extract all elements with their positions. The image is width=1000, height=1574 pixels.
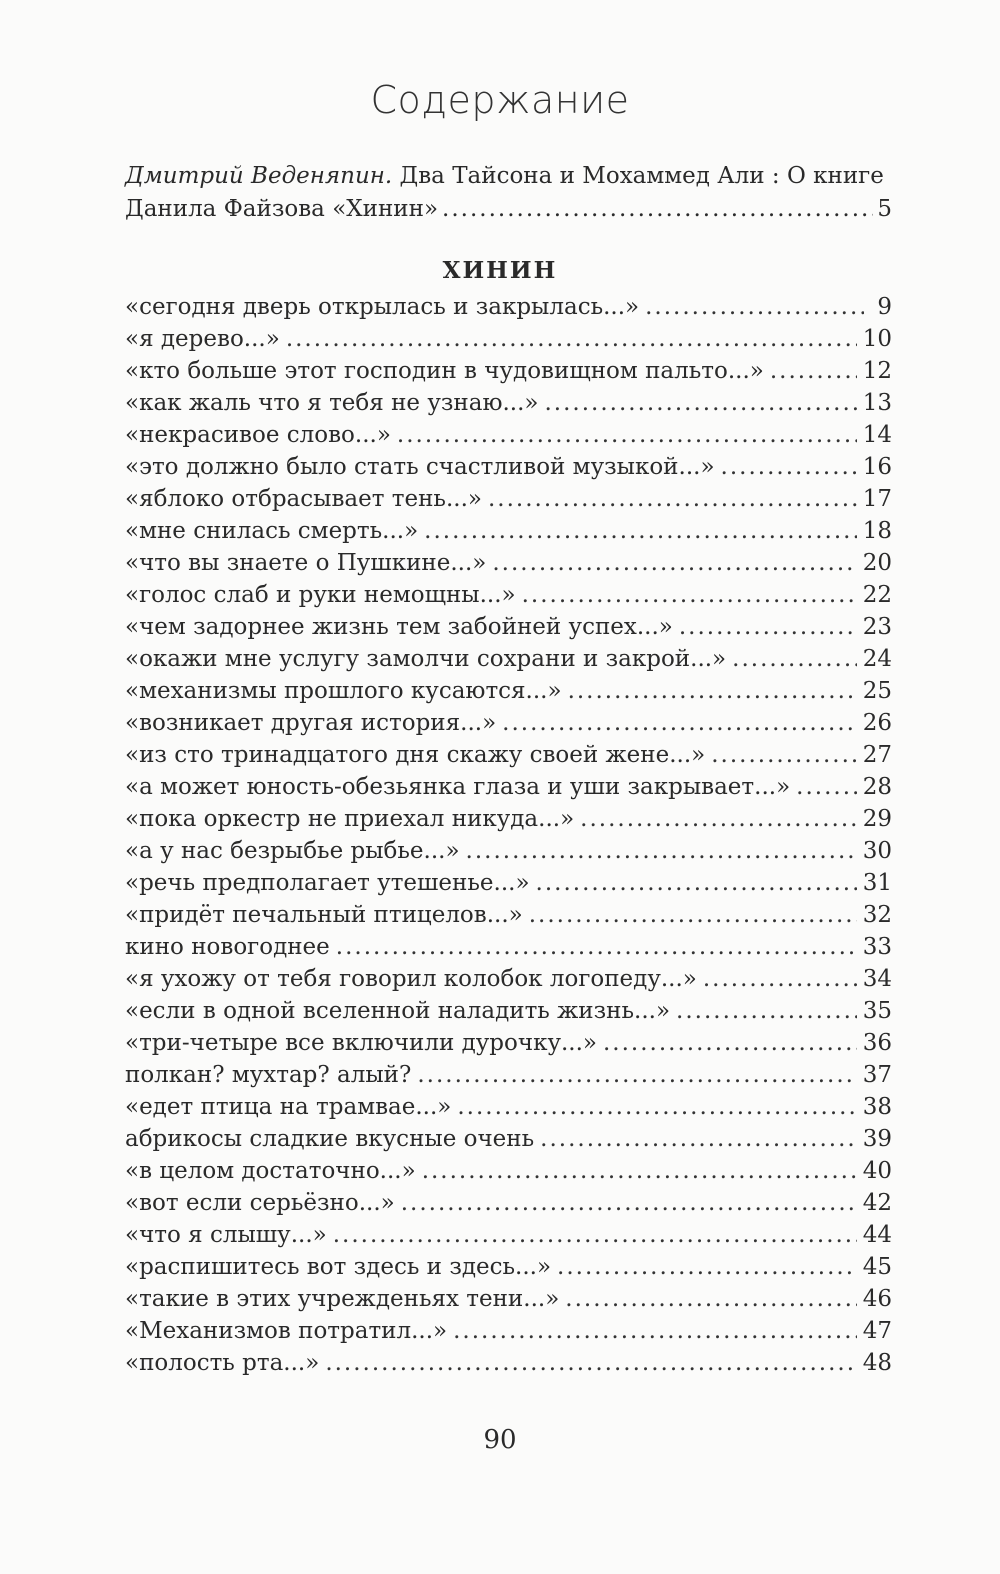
toc-entry-title: «кто больше этот господин в чудовищном пальто...»: [125, 358, 764, 384]
dot-leader: [453, 1315, 857, 1347]
toc-entry: [125, 1251, 892, 1283]
toc-entry-title: кино новогоднее: [125, 934, 330, 960]
toc-entry-page: 28: [862, 774, 892, 800]
toc-entry-title: «распишитесь вот здесь и здесь...»: [125, 1254, 552, 1280]
toc-entry-page: 39: [862, 1126, 892, 1152]
toc-entry-page: 44: [862, 1222, 892, 1248]
toc-entry-page: 27: [862, 742, 892, 768]
intro-title-part-2: Данила Файзова «Хинин»: [125, 196, 439, 222]
toc-entry-title: «в целом достаточно...»: [125, 1158, 416, 1184]
dot-leader: [732, 643, 857, 675]
toc-entry-title: «сегодня дверь открылась и закрылась...»: [125, 294, 640, 320]
toc-entry: [125, 1283, 892, 1315]
toc-entry-page: 24: [862, 646, 892, 672]
toc-entry-title: «что вы знаете о Пушкине...»: [125, 550, 487, 576]
dot-leader: [770, 355, 857, 387]
toc-entry: [125, 899, 892, 931]
toc-entry-page: 48: [862, 1350, 892, 1376]
intro-author: Дмитрий Веденяпин.: [125, 163, 393, 189]
dot-leader: [336, 931, 857, 963]
dot-leader: [568, 675, 857, 707]
toc-entry: [125, 419, 892, 451]
toc-entry-page: 16: [862, 454, 892, 480]
dot-leader: [645, 291, 864, 323]
toc-entry: [125, 995, 892, 1027]
toc-entry-page: 32: [862, 902, 892, 928]
dot-leader: [544, 387, 856, 419]
toc-entry-page: 47: [862, 1318, 892, 1344]
toc-entry-page: 18: [862, 518, 892, 544]
toc-entry-page: 38: [862, 1094, 892, 1120]
toc-entry: [125, 931, 892, 963]
dot-leader: [488, 483, 857, 515]
dot-leader: [676, 995, 857, 1027]
toc-entry-title: «три-четыре все включили дурочку...»: [125, 1030, 597, 1056]
toc-entry-title: «Механизмов потратил...»: [125, 1318, 448, 1344]
dot-leader: [711, 739, 857, 771]
toc-entry-page: 34: [862, 966, 892, 992]
toc-intro-entry: [125, 160, 892, 226]
toc-entry: [125, 515, 892, 547]
toc-entry: [125, 675, 892, 707]
intro-line-2: [125, 193, 892, 226]
toc-entry: [125, 291, 892, 323]
toc-entry-title: «из сто тринадцатого дня скажу своей жене...»: [125, 742, 706, 768]
toc-entry: [125, 867, 892, 899]
toc-entry-title: «такие в этих учрежденьях тени...»: [125, 1286, 560, 1312]
dot-leader: [417, 1059, 856, 1091]
dot-leader: [529, 899, 857, 931]
toc-entry-page: 42: [862, 1190, 892, 1216]
toc-entry-title: «мне снилась смерть...»: [125, 518, 419, 544]
toc-entry-title: «что я слышу...»: [125, 1222, 327, 1248]
dot-leader: [603, 1027, 857, 1059]
toc-entry: [125, 1347, 892, 1379]
toc-entry: [125, 451, 892, 483]
dot-leader: [502, 707, 857, 739]
toc-entry-title: «механизмы прошлого кусаются...»: [125, 678, 562, 704]
dot-leader: [679, 611, 857, 643]
toc-entry-title: «как жаль что я тебя не узнаю...»: [125, 390, 539, 416]
toc-entry-page: 45: [862, 1254, 892, 1280]
toc-entry-page: 22: [862, 582, 892, 608]
toc-entry-title: «я дерево...»: [125, 326, 280, 352]
toc-entry-page: 14: [862, 422, 892, 448]
dot-leader: [796, 771, 857, 803]
intro-page: 5: [877, 196, 892, 222]
dot-leader: [424, 515, 857, 547]
toc-entry-page: 35: [862, 998, 892, 1024]
dot-leader: [703, 963, 857, 995]
toc-entry-page: 30: [862, 838, 892, 864]
page-title: Содержание: [370, 78, 630, 122]
toc-entry-title: «если в одной вселенной наладить жизнь...»: [125, 998, 671, 1024]
toc-entry: [125, 771, 892, 803]
dot-leader: [492, 547, 856, 579]
toc-entry: [125, 579, 892, 611]
intro-line-1: [125, 160, 892, 193]
toc-entry-title: «голос слаб и руки немощны...»: [125, 582, 516, 608]
dot-leader: [536, 867, 857, 899]
dot-leader: [286, 323, 857, 355]
dot-leader: [422, 1155, 857, 1187]
toc-entry: [125, 835, 892, 867]
intro-title-part-1: Два Тайсона и Мохаммед Али : О книге: [392, 163, 884, 189]
toc-entry: [125, 1315, 892, 1347]
toc-entry-title: абрикосы сладкие вкусные очень: [125, 1126, 535, 1152]
toc-entry: [125, 803, 892, 835]
toc-entry-page: 37: [862, 1062, 892, 1088]
dot-leader: [721, 451, 857, 483]
toc-entry-title: «речь предполагает утешенье...»: [125, 870, 530, 896]
toc-entry: [125, 1155, 892, 1187]
toc-entry: [125, 547, 892, 579]
toc-entry-page: 17: [862, 486, 892, 512]
toc-entry-page: 36: [862, 1030, 892, 1056]
toc-entry-page: 46: [862, 1286, 892, 1312]
toc-entry: [125, 1059, 892, 1091]
toc-entry: [125, 1027, 892, 1059]
toc-entry-title: «чем задорнее жизнь тем забойней успех...»: [125, 614, 673, 640]
toc-entry: [125, 355, 892, 387]
toc-entry-page: 9: [877, 294, 892, 320]
dot-leader: [557, 1251, 857, 1283]
toc-entry: [125, 1187, 892, 1219]
dot-leader: [457, 1091, 856, 1123]
dot-leader: [401, 1187, 857, 1219]
toc-entry: [125, 611, 892, 643]
toc-entry-page: 29: [862, 806, 892, 832]
toc-entries: [125, 291, 892, 1379]
toc-entry-title: «окажи мне услугу замолчи сохрани и закрой...»: [125, 646, 727, 672]
dot-leader: [565, 1283, 856, 1315]
toc-entry: [125, 387, 892, 419]
toc-entry-title: «а у нас безрыбье рыбье...»: [125, 838, 460, 864]
toc-entry-title: «я ухожу от тебя говорил колобок логопеду...»: [125, 966, 697, 992]
section-heading: ХИНИН: [442, 257, 558, 284]
dot-leader: [333, 1219, 857, 1251]
toc-entry-page: 10: [862, 326, 892, 352]
toc-entry-page: 25: [862, 678, 892, 704]
dot-leader: [466, 835, 857, 867]
toc-entry-page: 13: [862, 390, 892, 416]
toc-entry-title: «а может юность-обезьянка глаза и уши закрывает...»: [125, 774, 791, 800]
toc-entry: [125, 1123, 892, 1155]
toc-entry: [125, 739, 892, 771]
toc-entry: [125, 963, 892, 995]
toc-entry-title: «это должно было стать счастливой музыкой...»: [125, 454, 715, 480]
dot-leader: [442, 193, 873, 226]
dot-leader: [397, 419, 857, 451]
toc-entry-page: 40: [862, 1158, 892, 1184]
toc-entry-title: «полость рта...»: [125, 1350, 320, 1376]
toc-entry-page: 33: [862, 934, 892, 960]
toc-entry-title: «пока оркестр не приехал никуда...»: [125, 806, 575, 832]
toc-entry: [125, 707, 892, 739]
toc-entry: [125, 483, 892, 515]
toc-entry: [125, 1091, 892, 1123]
toc-entry-title: «вот если серьёзно...»: [125, 1190, 395, 1216]
toc-entry-title: «некрасивое слово...»: [125, 422, 391, 448]
toc-entry: [125, 1219, 892, 1251]
toc-entry-title: «едет птица на трамвае...»: [125, 1094, 452, 1120]
toc-entry: [125, 643, 892, 675]
dot-leader: [325, 1347, 856, 1379]
dot-leader: [580, 803, 857, 835]
toc-entry-page: 31: [862, 870, 892, 896]
toc-entry-title: «возникает другая история...»: [125, 710, 497, 736]
toc-entry-page: 12: [862, 358, 892, 384]
toc-entry-page: 26: [862, 710, 892, 736]
toc-entry-title: «яблоко отбрасывает тень...»: [125, 486, 482, 512]
page-number: 90: [483, 1425, 517, 1455]
toc-entry-page: 23: [862, 614, 892, 640]
toc-entry: [125, 323, 892, 355]
dot-leader: [522, 579, 857, 611]
toc-entry-title: «придёт печальный птицелов...»: [125, 902, 523, 928]
toc-entry-page: 20: [862, 550, 892, 576]
toc-entry-title: полкан? мухтар? алый?: [125, 1062, 412, 1088]
dot-leader: [540, 1123, 857, 1155]
